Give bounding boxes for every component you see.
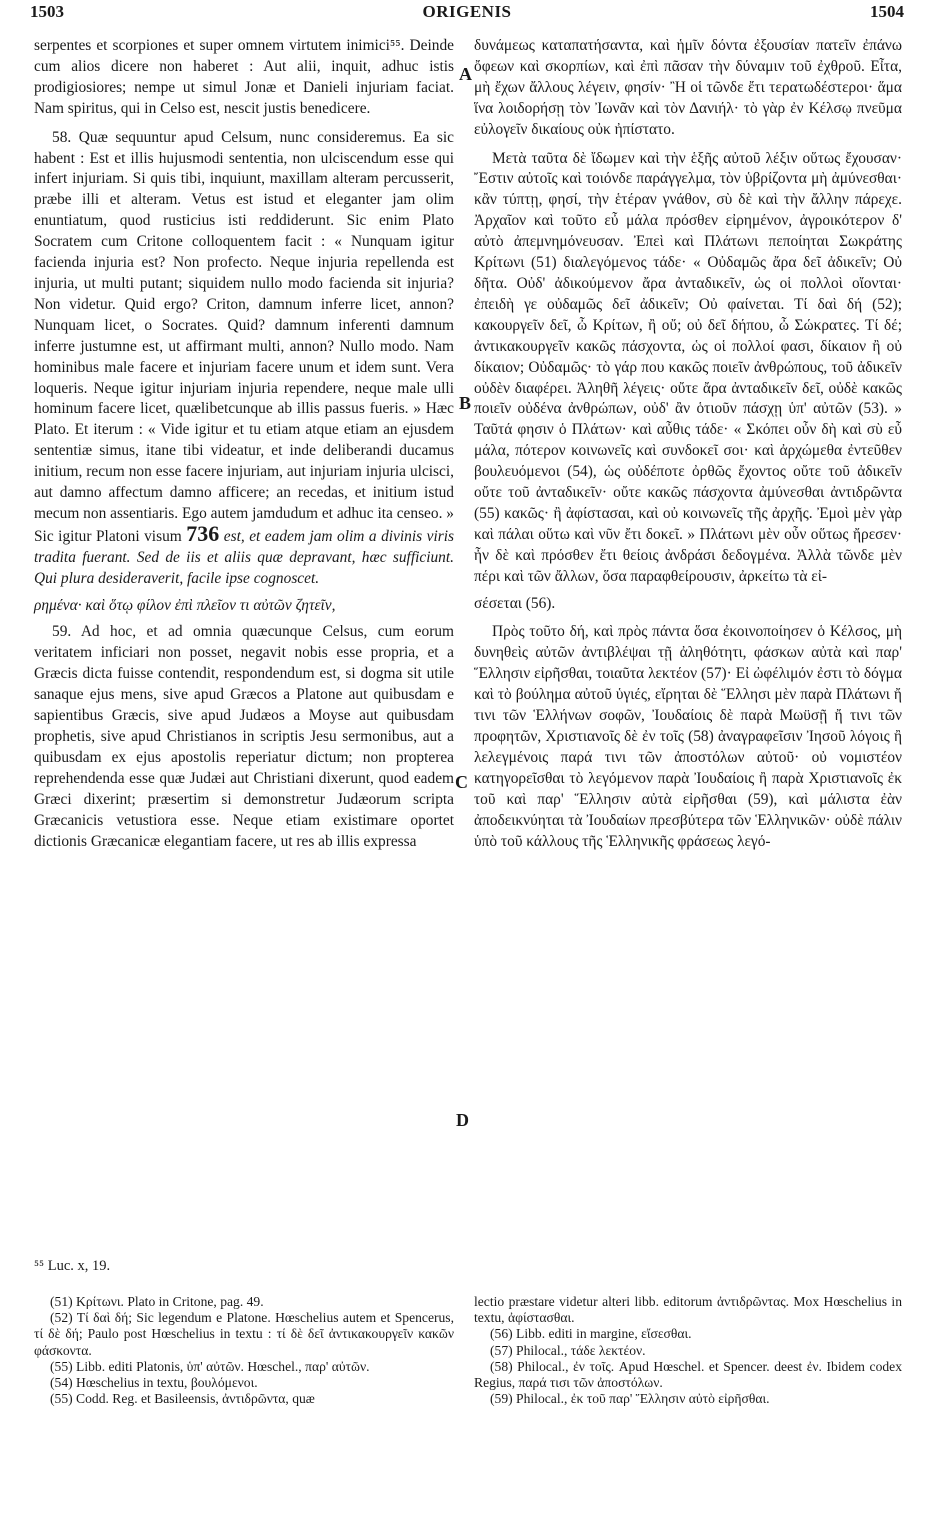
greek-paragraph-59: Πρὸς τοῦτο δή, καὶ πρὸς πάντα ὅσα ἐκοινοποίησεν ὁ Κέλσος, μὴ δυνηθεὶς αὐτῶν ἀντιβλέψαι τῇ ἀληθότητι, φάσκων αὐτὰ καὶ παρ' Ἕλλησιν εἰρῆσθαι, τοιαῦτα λεκτέον (57)· Εἰ ὠφέλιμόν ἐστι τὸ δόγμα καὶ τὸ βούλημα αὐτοῦ ὑγιές, εἴρηται δὲ Ἕλλησι μὲν παρὰ Πλάτωνι ἤ τινι τῶν Ἑλλήνων σοφῶν, Ἰουδαίοις δὲ παρὰ Μωϋσῇ ἤ τινι τῶν προφητῶν, Χριστιανοῖς δὲ ἐν τοῖς (58) ἀναγραφεῖσιν Ἰησοῦ λόγοις ἢ λελεγμένοις παρά τινι τῶν ἀποστόλων αὐτοῦ· οὐ νομιστέον κατηγορεῖσθαι τὸ λεγόμενον παρὰ Ἰουδαίοις ἢ παρὰ Χριστιανοῖς ἐκ τοῦ καὶ παρ' Ἕλλησιν αὐτὰ εἰρῆσθαι (59), καὶ μάλιστα ἐὰν ἀποδεικνύηται τὰ Ἰουδαίων πρεσβύτερα τῶν Ἑλληνικῶν· οὐδὲ πάλιν ὑπὸ τοῦ κάλλους τῆς Ἑλληνικῆς φράσεως λεγό- [474,623,902,850]
critical-notes-left [34,1294,454,1407]
latin-paragraph-59: 59. Ad hoc, et ad omnia quæcunque Celsus, cum eorum veritatem inficiari non posset, negavit nobis esse propria, et a Græcis dicta fuisse contendit, respondendum est, si dogma sit utile sanaque ejus mens, sive apud Græcos a Platone aut quibusdam e sapientibus Græcis, sive apud Judæos a Moyse aut quibusdam prophetis, sive apud Christianos in scriptis Jesu sermonibus, aut a quibusdam ex ejus apostolis reperiatur dictum; non propterea reprehendenda esse quæ Judæi aut Christiani dixerunt, quod eadem Græci dixerint; præsertim si demonstretur Judæorum scripta Græcanicis vetustiora esse. Neque etiam existimare oportet dictionis Græcanicæ elegantiam facere, ut res ab illis expressa [34,623,454,850]
latin-text: 58. Quæ sequuntur apud Celsum, nunc consideremus. Ea sic habent : Est et illis hujusmodi sententia, non ulciscendum esse qui infert injuriam. Si quis tibi, inquiunt, maxillam alteram percusserit, præbe illi et alteram. Vetus est istud et eleganter jam olim enuntiatum, quod rusticius isti reddiderunt. Sic enim Plato Socratem cum Critone colloquentem facit : « Nunquam igitur facienda injuria est? Non profecto. Neque injuria repellenda est injuria, ut multi putant; siquidem nullo modo facienda sit injuria? Non videtur. Quid ergo? Criton, damnum inferre licet, annon? Nunquam licet, o Socrates. Quid? damnum inferenti damnum inferre justumne est, ut affirmant multi, annon? Nullo modo. Nam hominibus male facere et injuriam facere unum et idem sunt. Vera loqueris. Neque igitur injuriam injuria rependere, neque male ulli hominum facere licet, quælibetcunque ab illis passus fueris. » Hæc Plato. Et iterum : « Vide igitur et tu etiam atque etiam an ejusdem sententiæ simus, itane tibi videatur, et inde deliberandi ducamus initium, recum non esse facere injuriam, aut injuriam injuria ulcisci, aut damno affectum damno afficere; an recedas, et initium istud mecum non assentiaris. Ego autem jamdudum et adhuc ita censeo. » Sic igitur Platoni visum [34,128,454,545]
critical-note: (55) Codd. Reg. et Basileensis, ἀντιδρῶντα, quæ [50,1391,315,1407]
greek-overflow-line: ρημένα· καὶ ὅτῳ φίλον ἐπὶ πλεῖον τι αὐτῶν ζητεῖν, [34,596,336,614]
critical-notes-right [474,1294,902,1407]
footnote: ⁵⁵ Luc. x, 19. [34,1258,111,1274]
migne-page-number: 736 [186,520,220,546]
page-header [30,2,904,28]
critical-note: (51) Κρίτωνι. Plato in Critone, pag. 49. [50,1294,264,1309]
latin-paragraph: serpentes et scorpiones et super omnem virtutem inimici⁵⁵. Deinde cum alios dicere non haberet : Aut alii, inquit, adhuc istis prodigiosiores; nempe ut simul Jonæ et Danieli injuriam faciat. Nam spiritus, qui in Celso est, nescit justis benedicere. [34,37,454,117]
section-marker-d: D [456,1110,469,1130]
column-number-right: 1504 [870,2,904,21]
section-marker-a: A [459,64,472,84]
section-marker-c: C [455,772,468,792]
critical-note: (58) Philocal., ἐν τοῖς. Apud Hœschel. et Spencer. deest ἐν. Ibidem codex Regius, παρά τισι τῶν ἀποστόλων. [474,1358,902,1391]
latin-text: est, et eadem jam olim a divinis viris tradita fuerant. Sed de iis et aliis quæ depravant, hæc sufficiunt. Qui plura desideraverit, facile ipse cognoscet. [34,527,454,587]
latin-paragraph-58 [34,128,454,590]
critical-note: (55) Libb. editi Platonis, ὑπ' αὐτῶν. Hœschel., παρ' αὐτῶν. [50,1358,370,1374]
latin-column [34,36,454,858]
critical-note: (52) Τί δαὶ δή; Sic legendum e Platone. Hœschelius autem et Spencerus, τί δὲ δή; Paulo post Hœschelius in textu : τί δὲ δεῖ ἀντικακουργεῖν κακῶν φάσκοντα. [34,1310,454,1358]
critical-note: (54) Hœschelius in textu, βουλόμενοι. [50,1375,258,1391]
critical-note: (57) Philocal., τάδε λεκτέον. [490,1342,646,1358]
running-title: ORIGENIS [422,2,512,21]
column-number-left: 1503 [30,2,64,21]
greek-overflow-end: σέσεται (56). [474,594,556,612]
section-marker-b: B [459,393,472,413]
critical-note: lectio præstare videtur alteri libb. editorum ἀντιδρῶντας. Mox Hœschelius in textu, ἀφίστασθαι. [474,1294,902,1326]
critical-note: (59) Philocal., ἐκ τοῦ παρ' Ἕλλησιν αὐτὸ εἰρῆσθαι. [490,1391,770,1407]
greek-paragraph: δυνάμεως καταπατήσαντα, καὶ ἡμῖν δόντα ἐξουσίαν πατεῖν ἐπάνω ὄφεων καὶ σκορπίων, καὶ ἐπὶ πᾶσαν τὴν δύναμιν τοῦ ἐχθροῦ. Εἶτα, μὴ ἔχων ἄλλους λέγειν, φησίν· Ἢ οἱ τῶνδε ἔτι τερατωδέστεροι· ἅμα ἵνα λοιδορήσῃ τὸν Ἰωνᾶν καὶ τὸν Δανιήλ· τὸ γὰρ ἐν Κέλσῳ πνεῦμα εὐλογεῖν δικαίους οὐκ ἠπίστατο. [474,37,902,138]
greek-paragraph-58: Μετὰ ταῦτα δὲ ἴδωμεν καὶ τὴν ἑξῆς αὐτοῦ λέξιν οὕτως ἔχουσαν· Ἔστιν αὐτοῖς καὶ τοιόνδε παράγγελμα, τὸν ὑβρίζοντα μὴ ἀμύνεσθαι· κἂν τύπτῃ, φησί, τὴν ἑτέραν γνάθον, σὺ δὲ καὶ τὴν ἄλλην πάρεχε. Ἀρχαῖον καὶ τοῦτο εὖ μάλα πρόσθεν εἰρημένον, ἀγροικότερον δ' αὐτὸ ἀπεμνημόνευσαν. Ἐπεὶ καὶ Πλάτωνι πεποίηται Σωκράτης Κρίτωνι (51) διαλεγόμενος τάδε· « Οὐδαμῶς ἄρα δεῖ ἀδικεῖν; Οὐ δῆτα. Οὐδ' ἀδικούμενον ἄρα ἀνταδικεῖν, ὡς οἱ πολλοὶ οἴονται· ἐπειδὴ γε οὐδαμῶς δεῖ ἀδικεῖν; Οὐ φαίνεται. Τί δαὶ δή (52); κακουργεῖν δεῖ, ὦ Κρίτων, ἢ οὔ; οὐ δεῖ δήπου, ὦ Σώκρατες. Τί δέ; ἀντικακουργεῖν κακῶς πάσχοντα, ὡς οἱ πολλοί φασι, δίκαιον ἢ οὐ δίκαιον; Οὐδαμῶς· τὸ γάρ που κακῶς ποιεῖν ἀνθρώπους, τοῦ ἀδικεῖν οὐδὲν διαφέρει. Ἀληθῆ λέγεις· οὔτε ἄρα ἀνταδικεῖν δεῖ, οὐδὲ κακῶς ποιεῖν οὐδένα ἀνθρώπων, οὐδ' ἂν ὁτιοῦν πάσχῃ ὑπ' αὐτῶν (53). » Ταῦτά φησιν ὁ Πλάτων· καὶ αὖθις τάδε· « Σκόπει οὖν δὴ καὶ σὺ εὖ μάλα, πότερον κοινωνεῖς καὶ συνδοκεῖ σοι· καὶ ἀρχώμεθα ἐντεῦθεν βουλευόμενοι (54), ὡς οὐδέποτε ὀρθῶς ἔχοντος οὔτε τοῦ ἀδικεῖν οὔτε τοῦ ἀνταδικεῖν· οὔτε κακῶς πάσχοντα ἀμύνεσθαι ἀντιδρῶντα (55) κακῶς· ἢ ἀφίστασαι, καὶ οὐ κοινωνεῖς τῆς ἀρχῆς. Ἐμοὶ μὲν γὰρ καὶ πάλαι οὕτω καὶ νῦν ἔτι δοκεῖ. » Πλάτωνι μὲν οὖν οὕτως ἤρεσεν· ἦν δὲ καὶ πρόσθεν ἔτι θείοις ἀνδράσι δεδογμένα. Ἀλλὰ τῶνδε μὲν πέρι καὶ τῶν ἄλλων, ὅσα παραφθείρουσιν, ἀρκείτω τὰ εἰ- [474,149,902,585]
critical-note: (56) Libb. editi in margine, εἴσεσθαι. [490,1326,692,1342]
greek-column [474,36,902,858]
